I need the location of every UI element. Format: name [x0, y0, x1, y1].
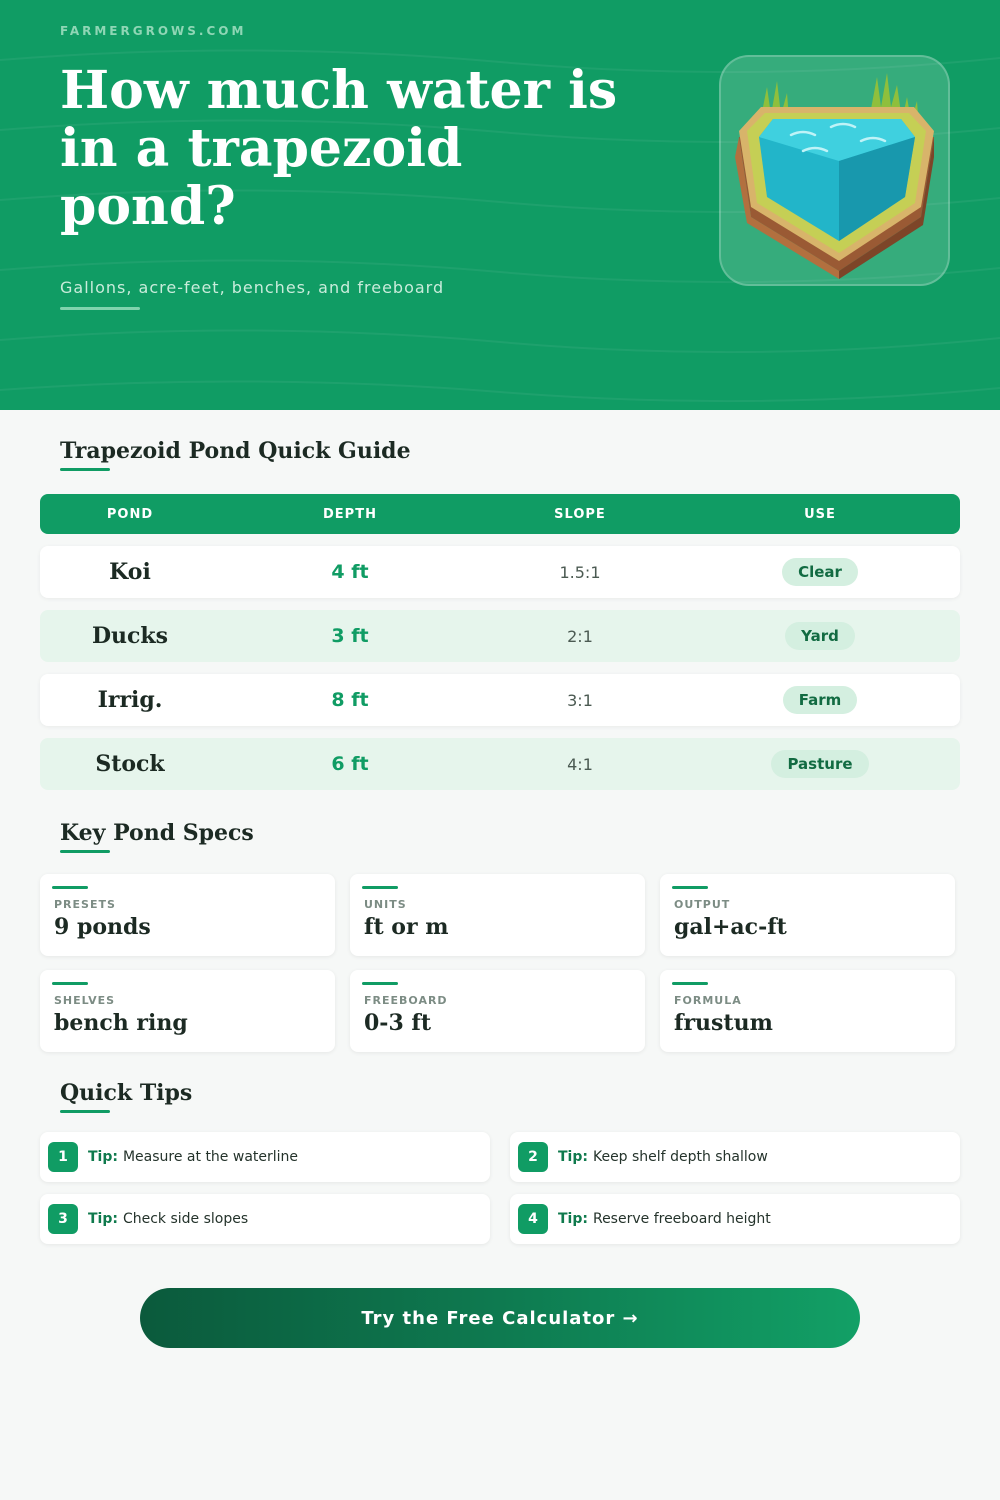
- tip-label: Tip:: [88, 1149, 118, 1165]
- spec-value: gal+ac-ft: [674, 914, 787, 940]
- pond-slope: 2:1: [567, 626, 593, 646]
- pond-name: Koi: [109, 559, 151, 585]
- spec-label: FORMULA: [674, 994, 742, 1007]
- tip-label: Tip:: [88, 1211, 118, 1227]
- table-row: [40, 546, 960, 598]
- tip-text: Measure at the waterline: [122, 1149, 299, 1165]
- tip-text: Check side slopes: [122, 1211, 249, 1227]
- table-header: [40, 494, 960, 534]
- spec-value: 9 ponds: [54, 914, 151, 940]
- tip-text: Keep shelf depth shallow: [592, 1149, 768, 1165]
- spec-label: UNITS: [364, 898, 407, 911]
- pond-depth: 6 ft: [331, 753, 369, 775]
- table-row: [40, 610, 960, 662]
- spec-label: SHELVES: [54, 994, 116, 1007]
- pond-slope: 3:1: [567, 690, 593, 710]
- specs-heading: Key Pond Specs: [60, 820, 254, 846]
- use-badge: Yard: [785, 622, 855, 650]
- pond-name: Irrig.: [97, 687, 163, 713]
- column-header-depth: DEPTH: [323, 506, 377, 522]
- tips-heading: Quick Tips: [60, 1080, 193, 1106]
- guide-heading-bar: [60, 468, 110, 471]
- tip-label: Tip:: [558, 1149, 588, 1165]
- tip-number: 4: [518, 1204, 548, 1234]
- pond-name: Ducks: [91, 623, 169, 649]
- pond-name: Stock: [95, 751, 165, 777]
- column-header-slope: SLOPE: [554, 506, 606, 522]
- specs-heading-bar: [60, 850, 110, 853]
- tip-item: [510, 1194, 960, 1244]
- spec-label: OUTPUT: [674, 898, 731, 911]
- spec-card: [660, 874, 955, 956]
- spec-accent-bar: [672, 982, 708, 985]
- spec-card: [350, 970, 645, 1052]
- trapezoid-pond-icon: [719, 55, 950, 286]
- use-badge: Clear: [782, 558, 858, 586]
- spec-value: ft or m: [364, 914, 449, 940]
- spec-accent-bar: [672, 886, 708, 889]
- pond-slope: 4:1: [567, 754, 593, 774]
- page-subtitle: Gallons, acre-feet, benches, and freeboard: [60, 278, 445, 297]
- pond-depth: 3 ft: [331, 625, 369, 647]
- subtitle-underline: [60, 307, 140, 310]
- spec-label: PRESETS: [54, 898, 116, 911]
- pond-depth: 8 ft: [331, 689, 369, 711]
- spec-value: bench ring: [54, 1010, 188, 1036]
- column-header-use: USE: [804, 506, 836, 522]
- spec-card: [40, 874, 335, 956]
- spec-value: 0-3 ft: [364, 1010, 432, 1036]
- column-header-pond: POND: [106, 506, 154, 522]
- tip-number: 1: [48, 1142, 78, 1172]
- tip-number: 3: [48, 1204, 78, 1234]
- spec-accent-bar: [52, 982, 88, 985]
- tip-number: 2: [518, 1142, 548, 1172]
- table-row: [40, 738, 960, 790]
- pond-slope: 1.5:1: [559, 562, 601, 582]
- tip-label: Tip:: [558, 1211, 588, 1227]
- hero-banner: [0, 0, 1000, 410]
- tip-item: [510, 1132, 960, 1182]
- spec-value: frustum: [674, 1010, 773, 1036]
- tip-item: [40, 1194, 490, 1244]
- tip-item: [40, 1132, 490, 1182]
- spec-accent-bar: [52, 886, 88, 889]
- tip-text: Reserve freeboard height: [592, 1211, 771, 1227]
- calculator-cta-button[interactable]: Try the Free Calculator →: [140, 1288, 860, 1348]
- brand-name: FARMERGROWS.COM: [60, 24, 247, 38]
- spec-accent-bar: [362, 982, 398, 985]
- tips-heading-bar: [60, 1110, 110, 1113]
- table-row: [40, 674, 960, 726]
- spec-card: [350, 874, 645, 956]
- spec-card: [40, 970, 335, 1052]
- guide-heading: Trapezoid Pond Quick Guide: [60, 438, 411, 464]
- spec-card: [660, 970, 955, 1052]
- use-badge: Pasture: [771, 750, 868, 778]
- spec-accent-bar: [362, 886, 398, 889]
- use-badge: Farm: [783, 686, 858, 714]
- spec-label: FREEBOARD: [364, 994, 448, 1007]
- pond-depth: 4 ft: [331, 561, 369, 583]
- page-title: How much water is in a trapezoid pond?: [60, 60, 618, 237]
